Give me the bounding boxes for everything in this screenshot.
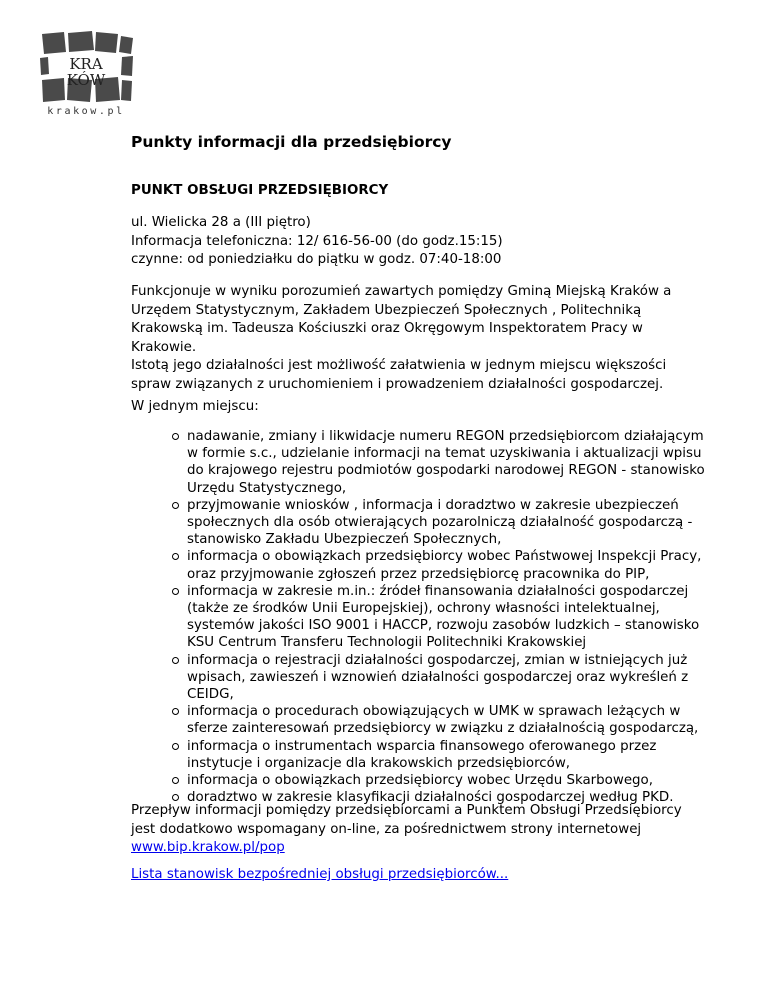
bip-link[interactable]: www.bip.krakow.pl/pop xyxy=(131,840,285,856)
list-item xyxy=(171,703,741,737)
list-intro-text: W jednym miejscu: xyxy=(131,399,259,414)
list-item xyxy=(171,583,741,652)
list-item-line: oraz przyjmowanie zgłoszeń przez przedsiębiorcę pracownika do PIP, xyxy=(187,566,650,582)
services-list xyxy=(171,428,741,806)
list-item xyxy=(171,428,741,497)
list-intro xyxy=(131,398,731,417)
list-item-line: (także ze środków Unii Europejskiej), ochrony własności intelektualnej, xyxy=(187,601,660,617)
list-item-line: informacja o procedurach obowiązujących w UMK w sprawach leżących w xyxy=(187,704,681,720)
krakow-logo xyxy=(38,30,134,122)
list-item-line: Urzędu Statystycznego, xyxy=(187,480,347,496)
address-block xyxy=(131,214,731,270)
krakow-logo-graphic xyxy=(38,30,134,106)
address-line: ul. Wielicka 28 a (III piętro) xyxy=(131,215,311,230)
list-item-line: stanowisko Zakładu Ubezpieczeń Społecznych, xyxy=(187,532,502,548)
list-item xyxy=(171,548,741,582)
list-item-line: informacja w zakresie m.in.: źródeł finansowania działalności gospodarczej xyxy=(187,583,689,599)
list-item-line: w formie s.c., udzielanie informacji na temat uzyskiwania i aktualizacji wpisu xyxy=(187,446,702,462)
list-item-line: informacja o instrumentach wsparcia finansowego oferowanego przez xyxy=(187,738,657,754)
list-item-line: do krajowego rejestru podmiotów gospodarki narodowej REGON - stanowisko xyxy=(187,463,705,479)
outro-line: Przepływ informacji pomiędzy przedsiębiorcami a Punktem Obsługi Przedsiębiorcy xyxy=(131,803,682,818)
list-item xyxy=(171,738,741,772)
list-item-line: informacja o rejestracji działalności gospodarczej, zmian w istniejących już xyxy=(187,652,688,668)
list-item-line: społecznych dla osób otwierających pozarolniczą działalność gospodarczą - xyxy=(187,515,693,531)
intro-line: Krakowie. xyxy=(131,339,197,355)
intro-line: spraw związanych z uruchomieniem i prowadzeniem działalności gospodarczej. xyxy=(131,376,664,392)
section-title: PUNKT OBSŁUGI PRZEDSIĘBIORCY xyxy=(131,183,389,198)
list-item-line: doradztwo w zakresie klasyfikacji działalności gospodarczej według PKD. xyxy=(187,790,674,806)
phone-line: Informacja telefoniczna: 12/ 616-56-00 (do godz.15:15) xyxy=(131,233,503,249)
intro-line: Urzędem Statystycznym, Zakładem Ubezpieczeń Społecznych , Politechniką xyxy=(131,302,642,318)
list-item-line: systemów jakości ISO 9001 i HACCP, rozwoju zasobów ludzkich – stanowisko xyxy=(187,618,700,634)
list-item-line: informacja o obowiązkach przedsiębiorcy wobec Państwowej Inspekcji Pracy, xyxy=(187,549,702,565)
list-item-line: przyjmowanie wniosków , informacja i doradztwo w zakresie ubezpieczeń xyxy=(187,497,679,513)
intro-line: Krakowską im. Tadeusza Kościuszki oraz Okręgowym Inspektoratem Pracy w xyxy=(131,321,643,337)
intro-paragraph xyxy=(131,283,731,395)
intro-line: Funkcjonuje w wyniku porozumień zawartych pomiędzy Gminą Miejską Kraków a xyxy=(131,284,672,299)
logo-text-line2: KÓW xyxy=(66,71,106,89)
hours-line: czynne: od poniedziałku do piątku w godz. 07:40-18:00 xyxy=(131,252,502,268)
service-points-list-link[interactable]: Lista stanowisk bezpośredniej obsługi przedsiębiorców... xyxy=(131,867,509,882)
list-item-line: instytucje i organizacje dla krakowskich przedsiębiorców, xyxy=(187,755,571,771)
list-item xyxy=(171,652,741,704)
list-item-line: sferze zainteresowań przedsiębiorcy w związku z działalnością gospodarczą, xyxy=(187,721,699,737)
logo-text-line1: KRA xyxy=(69,55,103,73)
list-item-line: nadawanie, zmiany i likwidacje numeru REGON przedsiębiorcom działającym xyxy=(187,429,704,444)
list-item-line: informacja o obowiązkach przedsiębiorcy wobec Urzędu Skarbowego, xyxy=(187,773,654,789)
bottom-link-block xyxy=(131,866,731,885)
intro-line: Istotą jego działalności jest możliwość załatwienia w jednym miejscu większości xyxy=(131,358,667,374)
list-item-line: wpisach, zawieszeń i wznowień działalności gospodarczej oraz wykreśleń z xyxy=(187,669,689,685)
list-item-line: CEIDG, xyxy=(187,687,234,703)
logo-caption: krakow.pl xyxy=(47,106,125,117)
page-title: Punkty informacji dla przedsiębiorcy xyxy=(131,133,452,151)
list-item-line: KSU Centrum Transferu Technologii Politechniki Krakowskiej xyxy=(187,635,587,651)
list-item xyxy=(171,497,741,549)
outro-line: jest dodatkowo wspomagany on-line, za pośrednictwem strony internetowej xyxy=(131,821,642,837)
list-item xyxy=(171,772,741,789)
outro-paragraph xyxy=(131,802,731,858)
